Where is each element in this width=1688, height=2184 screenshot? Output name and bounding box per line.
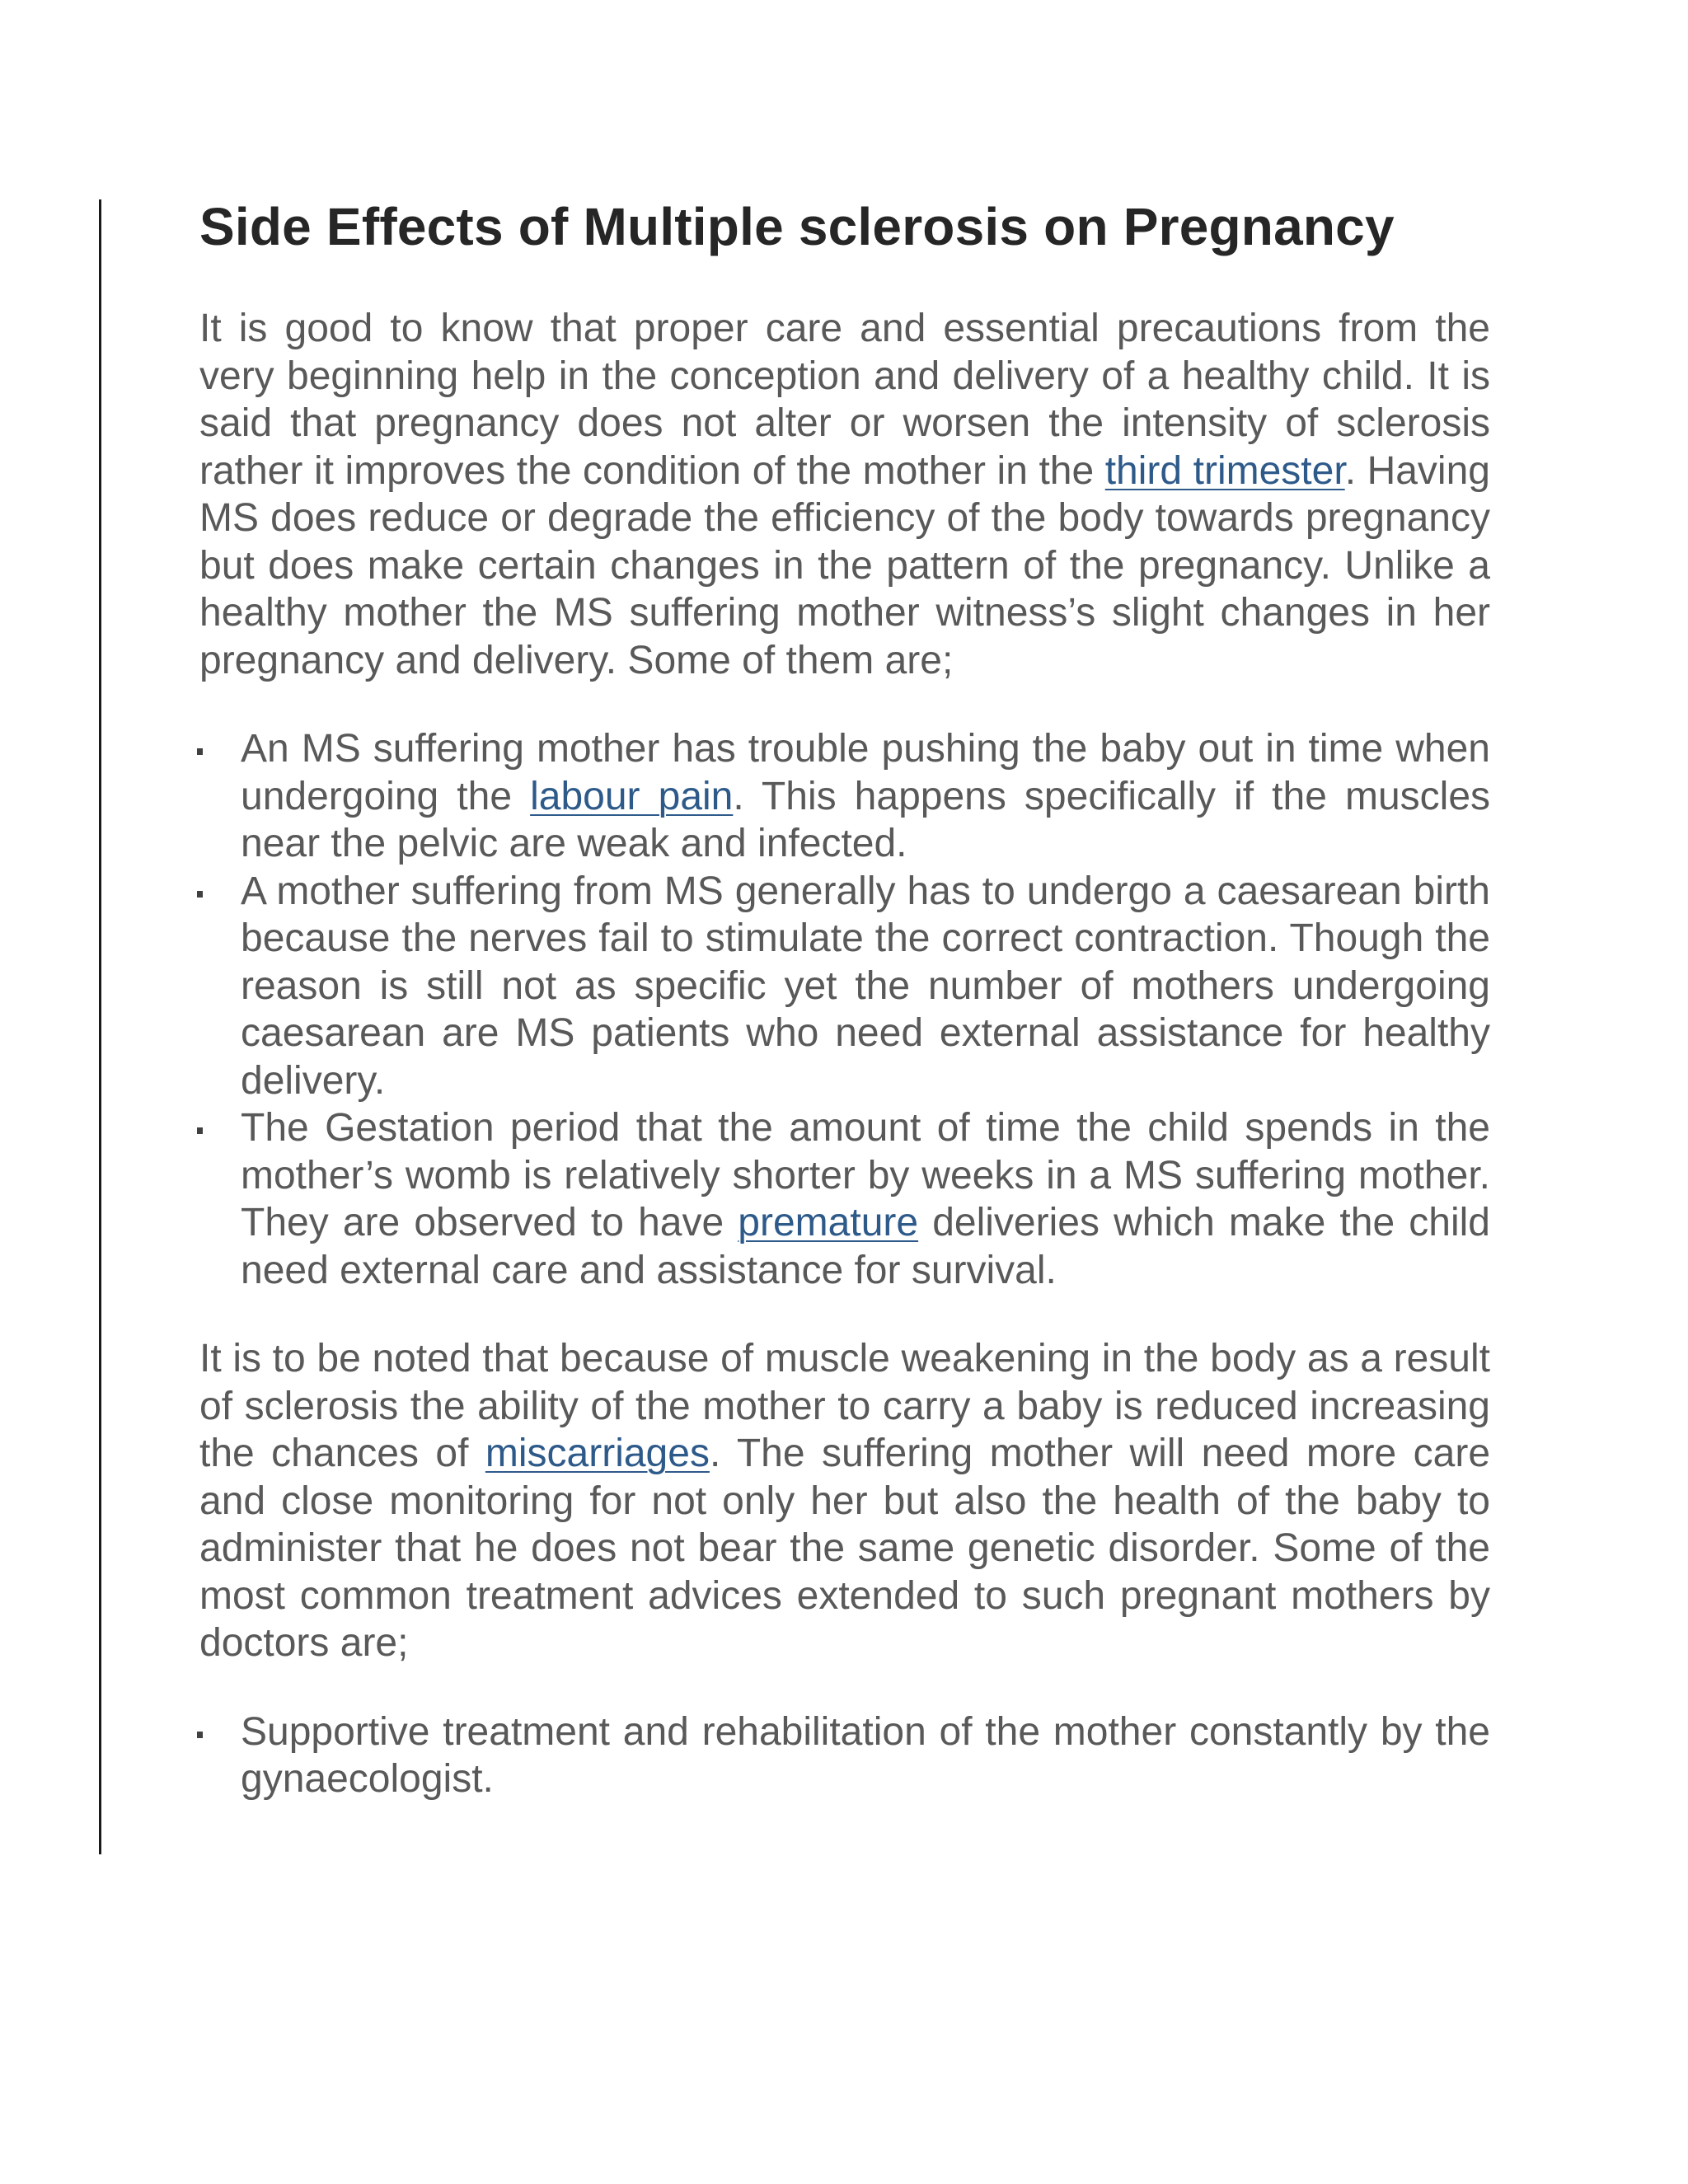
intro-paragraph [199, 305, 1490, 684]
third-trimester-link[interactable]: third trimester [1104, 448, 1345, 493]
effect-3-text-start: The Gestation period that the amount of time the child spends in the mother’s womb is relatively shorter by weeks in a MS suffering mother. They are observed to have [241, 1106, 1490, 1244]
page-title: Side Effects of Multiple sclerosis on Pregnancy [199, 197, 1395, 256]
miscarriages-link[interactable]: miscarriages [485, 1432, 710, 1475]
margin-rule [99, 199, 101, 1854]
effect-2-text: A mother suffering from MS generally has to undergo a caesarean birth because the nerves fail to stimulate the correct contraction. Though the reason is still not as specific yet the number of mothers undergoing caesarean are MS patients who need external assistance for healthy delivery. [241, 869, 1490, 1103]
second-text-start: It is to be noted that because of muscle weakening in the body as a result of sclerosis the ability of the mother to carry a baby is reduced increasing the chances of [199, 1337, 1490, 1475]
effect-1-text-end: . This happens specifically if the muscles near the pelvic are weak and infected. [241, 774, 1491, 865]
second-text-end: . The suffering mother will need more care and close monitoring for not only her but also the health of the baby to administer that he does not bear the same genetic disorder. Some of the most common treatment advices extended to such pregnant mothers by doctors are; [199, 1432, 1491, 1665]
intro-text-start: It is good to know that proper care and essential precautions from the very beginning help in the conception and delivery of a healthy child. It is said that pregnancy does not alter or worsen the intensity of sclerosis rather it improves the condition of the mother in the [199, 307, 1490, 493]
second-paragraph [199, 1335, 1490, 1667]
premature-link[interactable]: premature [738, 1201, 919, 1244]
article-body [199, 191, 1490, 1803]
list-item [199, 1708, 1490, 1803]
bullet-icon [197, 1127, 203, 1134]
labour-pain-link[interactable]: labour pain [530, 774, 734, 818]
list-item [199, 725, 1490, 868]
treatments-list [199, 1708, 1490, 1803]
treatment-1-text: Supportive treatment and rehabilitation of the mother constantly by the gynaecologist. [241, 1709, 1490, 1801]
bullet-icon [197, 1732, 203, 1738]
intro-text-end: . Having MS does reduce or degrade the efficiency of the body towards pregnancy but does make certain changes in the pattern of the pregnancy. Unlike a healthy mother the MS suffering mother witness’s slight changes in her pregnancy and delivery. Some of them are; [199, 448, 1490, 682]
list-item [199, 1104, 1490, 1294]
effect-1-text-start: An MS suffering mother has trouble pushing the baby out in time when undergoing the [241, 727, 1490, 818]
effects-list [199, 725, 1490, 1294]
list-item [199, 868, 1490, 1105]
effect-3-text-end: deliveries which make the child need external care and assistance for survival. [241, 1201, 1490, 1292]
bullet-icon [197, 891, 203, 898]
bullet-icon [197, 748, 203, 755]
